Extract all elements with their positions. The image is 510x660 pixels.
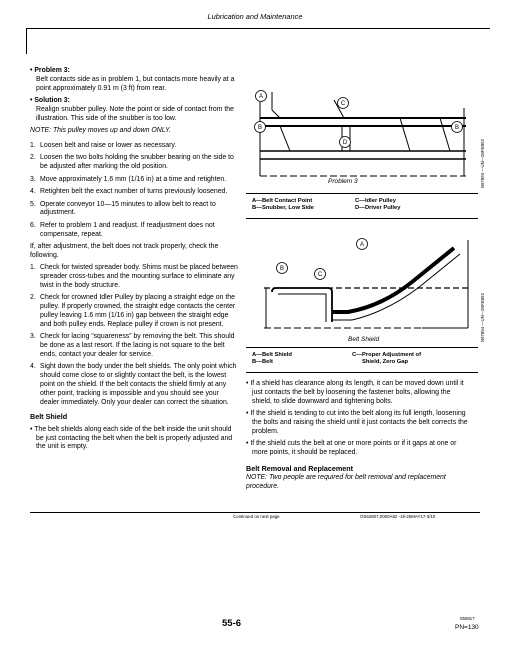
- belt-shield-heading: Belt Shield: [30, 412, 68, 422]
- legend-a: A—Belt Contact Point: [252, 198, 313, 204]
- label-b-left: B: [257, 125, 263, 131]
- header-rule: [26, 28, 490, 29]
- fig1-rule: [246, 193, 478, 194]
- problem-text: Belt contacts side as in problem 1, but contacts more heavily at a point approximately 0.91 m (3 ft) from rear.: [36, 75, 235, 92]
- page-header: Lubrication and Maintenance: [207, 12, 303, 21]
- belt-removal-heading: Belt Removal and Replacement: [246, 464, 354, 473]
- belt-shield-text: • The belt shields along each side of the belt inside the unit should be just contacting the belt when the belt is properly adjusted and the unit is empty.: [30, 425, 233, 451]
- belt-shield-illustration: [262, 230, 474, 334]
- check-steps: [30, 264, 238, 407]
- fig2-rule: [246, 347, 478, 348]
- legend-c: C—Proper Adjustment of: [352, 352, 422, 358]
- belt-removal-note: NOTE: Two people are required for belt removal and replacement procedure.: [246, 474, 446, 490]
- step-item: 2. Loosen the two bolts holding the snubber bearing on the side to be adjusted after marking the old position.: [30, 154, 234, 171]
- problem-3: [30, 67, 238, 124]
- left-column: [30, 67, 238, 452]
- pulley-note: NOTE: This pulley moves up and down ONLY.: [30, 127, 171, 135]
- step-item: 6. Refer to problem 1 and readjust. If readjustment does not compensate, repeat.: [30, 221, 215, 238]
- legend-a: A—Belt Shield: [252, 352, 292, 358]
- fig2-caption: Belt Shield: [348, 336, 380, 343]
- shield-bullet: • If a shield has clearance along its length, it can be moved down until it just contacts the belt by loosening the fastener bolts, allowing the shield, to slide downward and tightening bolts.: [246, 380, 464, 405]
- legend-b: B—Belt: [252, 359, 273, 366]
- pn-number: PN=130: [455, 624, 479, 631]
- small-code: 050817: [460, 616, 475, 621]
- label-d: D: [342, 140, 348, 146]
- step-item: 5. Operate conveyor 10—15 minutes to allow belt to react to adjustment.: [30, 200, 216, 217]
- solution-text: Realign snubber pulley. Note the point or side of contact from the illustration. This side of the snubber is too low.: [36, 105, 234, 122]
- step-item: 4. Retighten belt the exact number of turns previously loosened.: [30, 188, 228, 196]
- fig2-id: N97894 —UN—28FEB92: [480, 293, 485, 342]
- problem-label: • Problem 3:: [30, 67, 70, 74]
- page-number: 55-6: [222, 618, 242, 629]
- legend-c: C—Idler Pulley: [355, 198, 396, 204]
- legend-d: D—Driver Pulley: [355, 205, 401, 212]
- step-item: 3. Move approximately 1.6 mm (1/16 in) at a time and retighten.: [30, 175, 227, 183]
- adjust-steps: [30, 142, 238, 239]
- label-c: C: [317, 272, 323, 278]
- label-b-right: B: [454, 125, 460, 131]
- solution-label: • Solution 3:: [30, 97, 70, 105]
- label-b: B: [279, 266, 285, 272]
- problem-3-illustration: [250, 78, 474, 182]
- shield-bullet: • If the shield cuts the belt at one or more points or if it gaps at one or more points, it should be replaced.: [246, 440, 457, 456]
- legend-b: B—Snubber, Low Side: [252, 205, 314, 212]
- check-item: 4. Sight down the body under the belt shields. The only point which should come close to or slightly contact the belt, is the lowest point on the shield. If the belt contacts the shield firmly at any other point, tracking is impossible and you should see your dealer immediately. Only your dealer can correct the situation.: [30, 363, 237, 406]
- fig2-legend-right: [352, 352, 462, 366]
- fig1-bottom-rule: [246, 218, 478, 219]
- fig2-bottom-rule: [246, 372, 478, 373]
- continued-text: Continued on next page: [233, 514, 280, 519]
- shield-bullet: • If the shield is tending to cut into the belt along its full length, loosening the bolts and raising the shield until it just contacts the belt corrects the problem.: [246, 410, 468, 435]
- after-adjustment-text: If, after adjustment, the belt does not track properly, check the following.: [30, 243, 219, 259]
- fig2-legend-left: [252, 352, 352, 366]
- right-column-bullets: [246, 380, 472, 461]
- check-item: 2. Check for crowned Idler Pulley by placing a straight edge on the pulley. If properly crowned, the straight edge contacts the center pulley leaving 1.6 mm (1/16 in) gap between the straight edge and both pulley ends. Replace pulley if crown is not present.: [30, 294, 236, 328]
- check-item: 1. Check for twisted spreader body. Shims must be placed between spreader cross-tubes and the mounting surface to eliminate any twist in the body structure.: [30, 264, 238, 289]
- footer-rule: [30, 512, 480, 513]
- fig1-legend-left: [252, 198, 352, 212]
- label-a: A: [359, 242, 365, 248]
- step-item: 1. Loosen belt and raise or lower as necessary.: [30, 141, 177, 149]
- label-c: C: [340, 101, 346, 107]
- fig1-legend-right: [355, 198, 455, 212]
- side-rule: [26, 28, 27, 54]
- fig1-caption: Problem 3: [328, 178, 358, 185]
- legend-c-cont: Shield, Zero Gap: [362, 359, 409, 366]
- fig1-id: N97893 —UN—28FEB92: [480, 139, 485, 188]
- label-a: A: [258, 94, 264, 100]
- check-item: 3. Check for lacing “squareness” by removing the belt. This should be done as a last resort. If the lacing is not square to the belt ends, contact your dealer for service.: [30, 333, 235, 358]
- doc-code: OS62807,0000A82 -19-25MAY17-3/10: [360, 514, 436, 519]
